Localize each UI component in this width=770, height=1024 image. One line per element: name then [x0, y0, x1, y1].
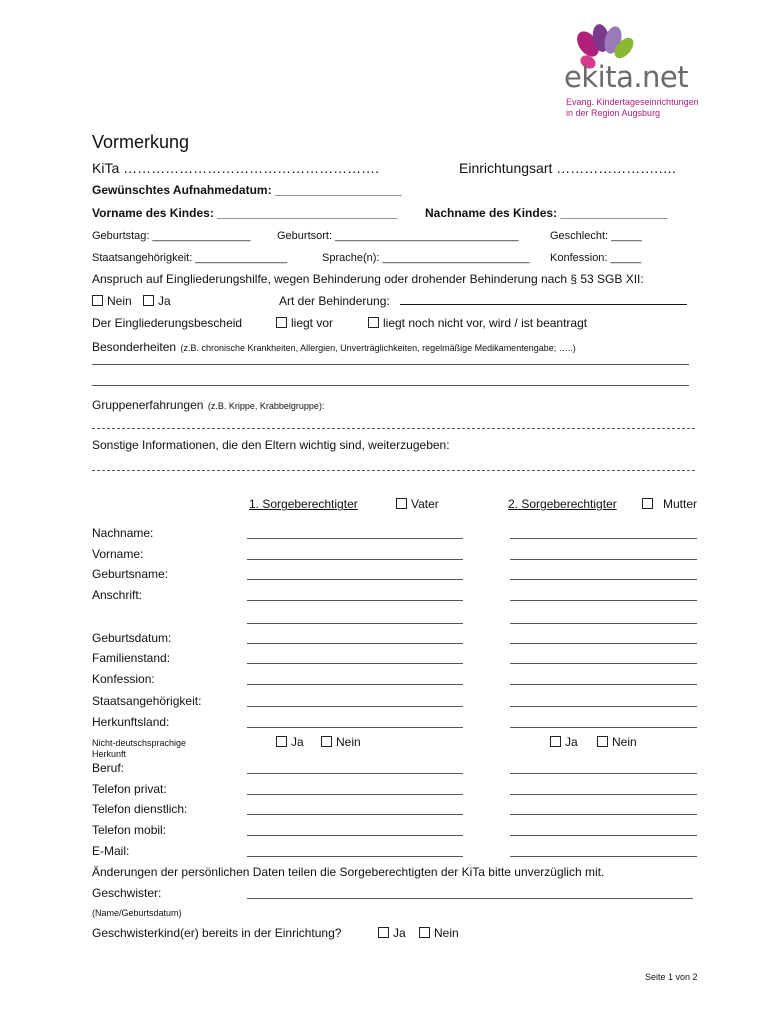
field-email-label: E-Mail: [92, 844, 130, 858]
herkunft-1-nein[interactable] [321, 735, 361, 749]
field-tel-dienst-2[interactable] [510, 814, 697, 815]
field-beruf-2[interactable] [510, 773, 697, 774]
field-anschrift-2b[interactable] [510, 623, 697, 624]
checkbox-icon[interactable] [276, 317, 287, 328]
anspruch-text: Anspruch auf Eingliederungshilfe, wegen Behinderung oder drohender Behinderung nach § 53 SGB XII: [92, 272, 644, 286]
liegt-vor-label: liegt vor [291, 316, 334, 330]
anspruch-nein[interactable] [92, 294, 132, 308]
gruppen-line[interactable] [92, 428, 695, 429]
aenderungen-text: Änderungen der persönlichen Daten teilen die Sorgeberechtigten der KiTa bitte unverzüglich mit. [92, 865, 605, 879]
logo-sub-1: Evang. Kindertageseinrichtungen [566, 97, 699, 107]
field-geburtsname-1[interactable] [247, 579, 463, 580]
field-nachname-1[interactable] [247, 538, 463, 539]
anspruch-ja[interactable] [143, 294, 171, 308]
staat-kind-field[interactable]: Staatsangehörigkeit: _______________ [92, 252, 288, 264]
nein-label: Nein [612, 735, 637, 749]
einrichtungsart-label: Einrichtungsart ………………….…. [459, 160, 677, 176]
art-behinderung-input[interactable] [400, 304, 687, 305]
nein-label: Nein [434, 926, 459, 940]
field-tel-privat-1[interactable] [247, 794, 463, 795]
field-familienstand-2[interactable] [510, 663, 697, 664]
field-anschrift-2a[interactable] [510, 600, 697, 601]
gruppen-label: Gruppenerfahrungen [92, 398, 204, 412]
checkbox-icon[interactable] [143, 295, 154, 306]
field-nicht-deutsch-label-1: Nicht-deutschsprachige [92, 738, 187, 748]
field-email-1[interactable] [247, 856, 463, 857]
field-geburtsname-2[interactable] [510, 579, 697, 580]
field-staat-label: Staatsangehörigkeit: [92, 694, 202, 708]
field-konfession-label: Konfession: [92, 672, 155, 686]
kita-label: KiTa ………………………………………………. [92, 160, 380, 176]
gruppen [92, 396, 324, 414]
field-email-2[interactable] [510, 856, 697, 857]
field-familienstand-1[interactable] [247, 663, 463, 664]
field-tel-privat-label: Telefon privat: [92, 782, 167, 796]
field-geburtsname-label: Geburtsname: [92, 567, 169, 581]
herkunft-2-ja[interactable] [550, 735, 578, 749]
sorge-2-heading: 2. Sorgeberechtigter [508, 497, 617, 511]
sorge-2-mutter[interactable] [642, 497, 697, 511]
geschwister-hint: (Name/Geburtsdatum) [92, 908, 182, 918]
logo-sub-2: in der Region Augsburg [566, 108, 661, 118]
field-vorname-label: Vorname: [92, 547, 144, 561]
besonderheiten-hint: (z.B. chronische Krankheiten, Allergien, Unverträglichkeiten, regelmäßige Medikamentengabe; …..) [180, 343, 576, 353]
art-behinderung-label: Art der Behinderung: [279, 294, 390, 308]
checkbox-icon[interactable] [378, 927, 389, 938]
geschwister-input[interactable] [247, 898, 693, 899]
sorge-1-vater[interactable] [396, 497, 439, 511]
checkbox-icon[interactable] [276, 736, 287, 747]
ja-label: Ja [393, 926, 406, 940]
besonderheiten-line-1[interactable] [92, 364, 689, 365]
ja-label: Ja [158, 294, 171, 308]
sorge-1-heading: 1. Sorgeberechtigter [249, 497, 358, 511]
field-nachname-label: Nachname: [92, 526, 154, 540]
nicht-vor-label: liegt noch nicht vor, wird / ist beantragt [383, 316, 588, 330]
page-number: Seite 1 von 2 [645, 972, 698, 982]
vorname-kind-field[interactable]: Vorname des Kindes: ___________________________ [92, 206, 398, 220]
herkunft-1-ja[interactable] [276, 735, 304, 749]
field-geburtsdatum-label: Geburtsdatum: [92, 631, 172, 645]
besonderheiten-line-2[interactable] [92, 385, 689, 386]
aufnahmedatum-field[interactable]: Gewünschtes Aufnahmedatum: ___________________ [92, 183, 402, 197]
besonderheiten [92, 338, 576, 356]
checkbox-icon[interactable] [92, 295, 103, 306]
mutter-label: Mutter [663, 497, 698, 511]
ja-label: Ja [291, 735, 304, 749]
field-vorname-2[interactable] [510, 559, 697, 560]
field-herkunft-2[interactable] [510, 727, 697, 728]
checkbox-icon[interactable] [321, 736, 332, 747]
checkbox-icon[interactable] [396, 498, 407, 509]
geschwister-ja[interactable] [378, 926, 406, 940]
field-familienstand-label: Familienstand: [92, 651, 171, 665]
konfession-kind-field[interactable]: Konfession: _____ [550, 252, 642, 264]
field-herkunft-1[interactable] [247, 727, 463, 728]
checkbox-icon[interactable] [419, 927, 430, 938]
gruppen-hint: (z.B. Krippe, Krabbelgruppe): [207, 401, 325, 411]
field-staat-2[interactable] [510, 706, 697, 707]
field-nicht-deutsch-label-2: Herkunft [92, 749, 127, 759]
field-tel-privat-2[interactable] [510, 794, 697, 795]
field-herkunft-label: Herkunftsland: [92, 715, 170, 729]
field-tel-dienst-label: Telefon dienstlich: [92, 802, 188, 816]
field-tel-dienst-1[interactable] [247, 814, 463, 815]
besonderheiten-label: Besonderheiten [92, 340, 177, 354]
checkbox-icon[interactable] [597, 736, 608, 747]
nein-label: Nein [336, 735, 361, 749]
logo-brand: ekita.net [564, 60, 689, 94]
checkbox-icon[interactable] [550, 736, 561, 747]
field-anschrift-1a[interactable] [247, 600, 463, 601]
sonstige-line[interactable] [92, 470, 695, 471]
field-anschrift-label: Anschrift: [92, 588, 143, 602]
field-konfession-1[interactable] [247, 684, 463, 685]
bescheid-liegt-vor[interactable] [276, 316, 333, 330]
geburtstag-field[interactable]: Geburtstag: ________________ [92, 230, 251, 242]
ja-label: Ja [565, 735, 578, 749]
field-tel-mobil-2[interactable] [510, 835, 697, 836]
page-title: Vormerkung [92, 132, 190, 152]
nachname-kind-field[interactable]: Nachname des Kindes: ________________ [425, 206, 668, 220]
checkbox-icon[interactable] [642, 498, 653, 509]
field-nachname-2[interactable] [510, 538, 697, 539]
sprache-field[interactable]: Sprache(n): ________________________ [322, 252, 530, 264]
checkbox-icon[interactable] [368, 317, 379, 328]
herkunft-2-nein[interactable] [597, 735, 637, 749]
field-tel-mobil-label: Telefon mobil: [92, 823, 167, 837]
field-anschrift-1b[interactable] [247, 623, 463, 624]
field-tel-mobil-1[interactable] [247, 835, 463, 836]
geschwister-nein[interactable] [419, 926, 459, 940]
geschwister-question: Geschwisterkind(er) bereits in der Einrichtung? [92, 926, 342, 940]
geburtsort-field[interactable]: Geburtsort: ______________________________ [277, 230, 519, 242]
field-staat-1[interactable] [247, 706, 463, 707]
field-beruf-label: Beruf: [92, 761, 125, 775]
geschlecht-field[interactable]: Geschlecht: _____ [550, 230, 642, 242]
bescheid-label: Der Eingliederungsbescheid [92, 316, 243, 330]
field-konfession-2[interactable] [510, 684, 697, 685]
field-beruf-1[interactable] [247, 773, 463, 774]
field-geburtsdatum-2[interactable] [510, 643, 697, 644]
geschwister-label: Geschwister: [92, 886, 162, 900]
nein-label: Nein [107, 294, 132, 308]
field-geburtsdatum-1[interactable] [247, 643, 463, 644]
logo [560, 22, 710, 122]
sonstige-label: Sonstige Informationen, die den Eltern wichtig sind, weiterzugeben: [92, 438, 450, 452]
field-vorname-1[interactable] [247, 559, 463, 560]
vater-label: Vater [411, 497, 439, 511]
bescheid-nicht-vor[interactable] [368, 316, 587, 330]
